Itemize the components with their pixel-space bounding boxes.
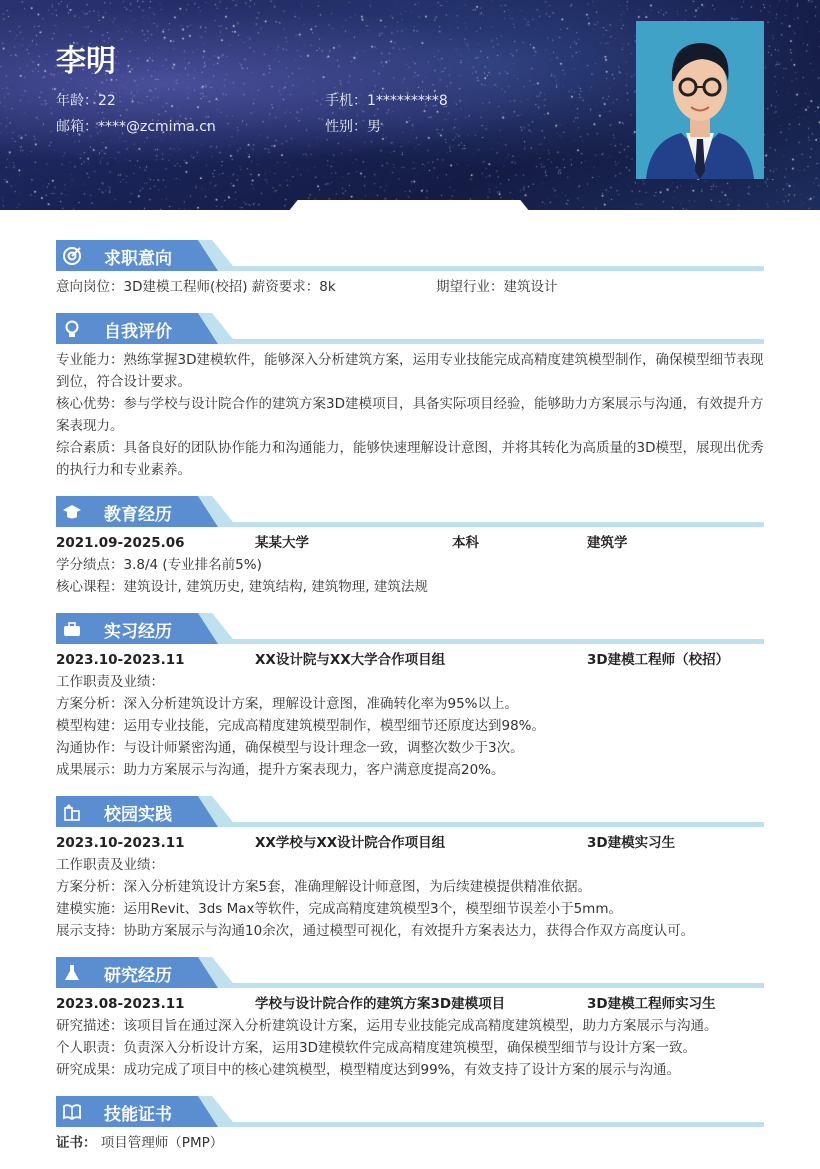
self-paragraph: 核心优势：参与学校与设计院合作的建筑方案3D建模项目，具备实际项目经验，能够助力方案展示与沟通，有效提升方案表现力。	[56, 396, 764, 434]
intern-org: XX设计院与XX大学合作项目组	[255, 652, 446, 668]
lightbulb-icon	[62, 319, 82, 339]
section-header	[56, 796, 764, 827]
section-title: 研究经历	[104, 966, 172, 986]
edu-line: 核心课程：建筑设计, 建筑历史, 建筑结构, 建筑物理, 建筑法规	[56, 579, 428, 595]
section-title: 求职意向	[104, 249, 172, 269]
self-paragraph: 专业能力：熟练掌握3D建模软件，能够深入分析建筑方案，运用专业技能完成高精度建筑模型制作，确保模型细节表现到位，符合设计要求。	[56, 352, 764, 390]
section-title: 自我评价	[104, 322, 172, 342]
edu-line: 学分绩点：3.8/4 (专业排名前5%)	[56, 557, 262, 573]
candidate-name: 李明	[56, 44, 116, 79]
self-paragraph: 综合素质：具备良好的团队协作能力和沟通能力，能够快速理解设计意图，并将其转化为高质量的3D模型，展现出优秀的执行力和专业素养。	[56, 440, 764, 478]
email: 邮箱：****@zcmima.cn	[56, 119, 216, 135]
campus-line: 展示支持：协助方案展示与沟通10余次，通过模型可视化，有效提升方案表达力，获得合作双方高度认可。	[56, 923, 695, 939]
phone: 手机：1*********8	[325, 93, 448, 109]
campus-date: 2023.10-2023.11	[56, 835, 185, 851]
research-project: 学校与设计院合作的建筑方案3D建模项目	[255, 996, 506, 1012]
target-icon	[62, 246, 82, 266]
graduation-cap-icon	[62, 502, 82, 522]
edu-degree: 本科	[452, 535, 479, 551]
research-role: 3D建模工程师实习生	[587, 996, 716, 1012]
briefcase-icon	[62, 619, 82, 639]
intern-date: 2023.10-2023.11	[56, 652, 185, 668]
section-header	[56, 496, 764, 527]
section-education	[56, 496, 764, 598]
section-title: 技能证书	[104, 1105, 172, 1125]
edu-school: 某某大学	[255, 535, 309, 551]
section-title: 实习经历	[104, 622, 172, 642]
cert-label: 证书：	[56, 1135, 97, 1151]
section-header	[56, 313, 764, 344]
campus-line: 建模实施：运用Revit、3ds Max等软件，完成高精度建筑模型3个，模型细节误差小于5mm。	[56, 901, 622, 917]
flask-icon	[62, 963, 82, 983]
intern-line: 沟通协作：与设计师紧密沟通，确保模型与设计理念一致，调整次数少于3次。	[56, 740, 524, 756]
avatar-photo	[636, 21, 764, 179]
research-line: 个人职责：负责深入分析设计方案，运用3D建模软件完成高精度建筑模型，确保模型细节与设计方案一致。	[56, 1040, 696, 1056]
campus-line: 方案分析：深入分析建筑设计方案5套，准确理解设计师意图，为后续建模提供精准依据。	[56, 879, 592, 895]
section-header	[56, 613, 764, 644]
banner-notch	[288, 200, 530, 210]
resume-body	[56, 240, 764, 1169]
edu-major: 建筑学	[587, 535, 628, 551]
intern-line: 工作职责及业绩：	[56, 674, 164, 690]
section-self-evaluation	[56, 313, 764, 481]
research-line: 研究描述：该项目旨在通过深入分析建筑设计方案，运用专业技能完成高精度建筑模型，助力方案展示与沟通。	[56, 1018, 718, 1034]
cert-value: 项目管理师（PMP）	[100, 1135, 224, 1151]
book-icon	[62, 1102, 82, 1122]
section-header	[56, 957, 764, 988]
section-internship	[56, 613, 764, 781]
expected-industry: 期望行业：建筑设计	[436, 279, 558, 295]
intern-line: 模型构建：运用专业技能，完成高精度建筑模型制作，模型细节还原度达到98%。	[56, 718, 546, 734]
section-campus	[56, 796, 764, 942]
section-header	[56, 240, 764, 271]
research-date: 2023.08-2023.11	[56, 996, 185, 1012]
intern-line: 成果展示：助力方案展示与沟通，提升方案表现力，客户满意度提高20%。	[56, 762, 505, 778]
section-research	[56, 957, 764, 1081]
section-header	[56, 1096, 764, 1127]
intended-position: 意向岗位：3D建模工程师(校招) 薪资要求：8k	[56, 279, 336, 295]
age: 年龄：22	[56, 93, 116, 109]
section-title: 教育经历	[104, 505, 172, 525]
campus-org: XX学校与XX设计院合作项目组	[255, 835, 446, 851]
gender: 性别：男	[325, 119, 381, 135]
research-line: 研究成果：成功完成了项目中的核心建筑模型，模型精度达到99%，有效支持了设计方案的展示与沟通。	[56, 1062, 681, 1078]
building-icon	[62, 802, 82, 822]
intern-line: 方案分析：深入分析建筑设计方案，理解设计意图，准确转化率为95%以上。	[56, 696, 519, 712]
edu-date: 2021.09-2025.06	[56, 535, 185, 551]
intern-role: 3D建模工程师（校招）	[587, 652, 730, 668]
campus-role: 3D建模实习生	[587, 835, 676, 851]
section-title: 校园实践	[104, 805, 172, 825]
campus-line: 工作职责及业绩：	[56, 857, 164, 873]
section-intent	[56, 240, 764, 298]
header-banner	[0, 0, 820, 210]
section-skills	[56, 1096, 764, 1154]
